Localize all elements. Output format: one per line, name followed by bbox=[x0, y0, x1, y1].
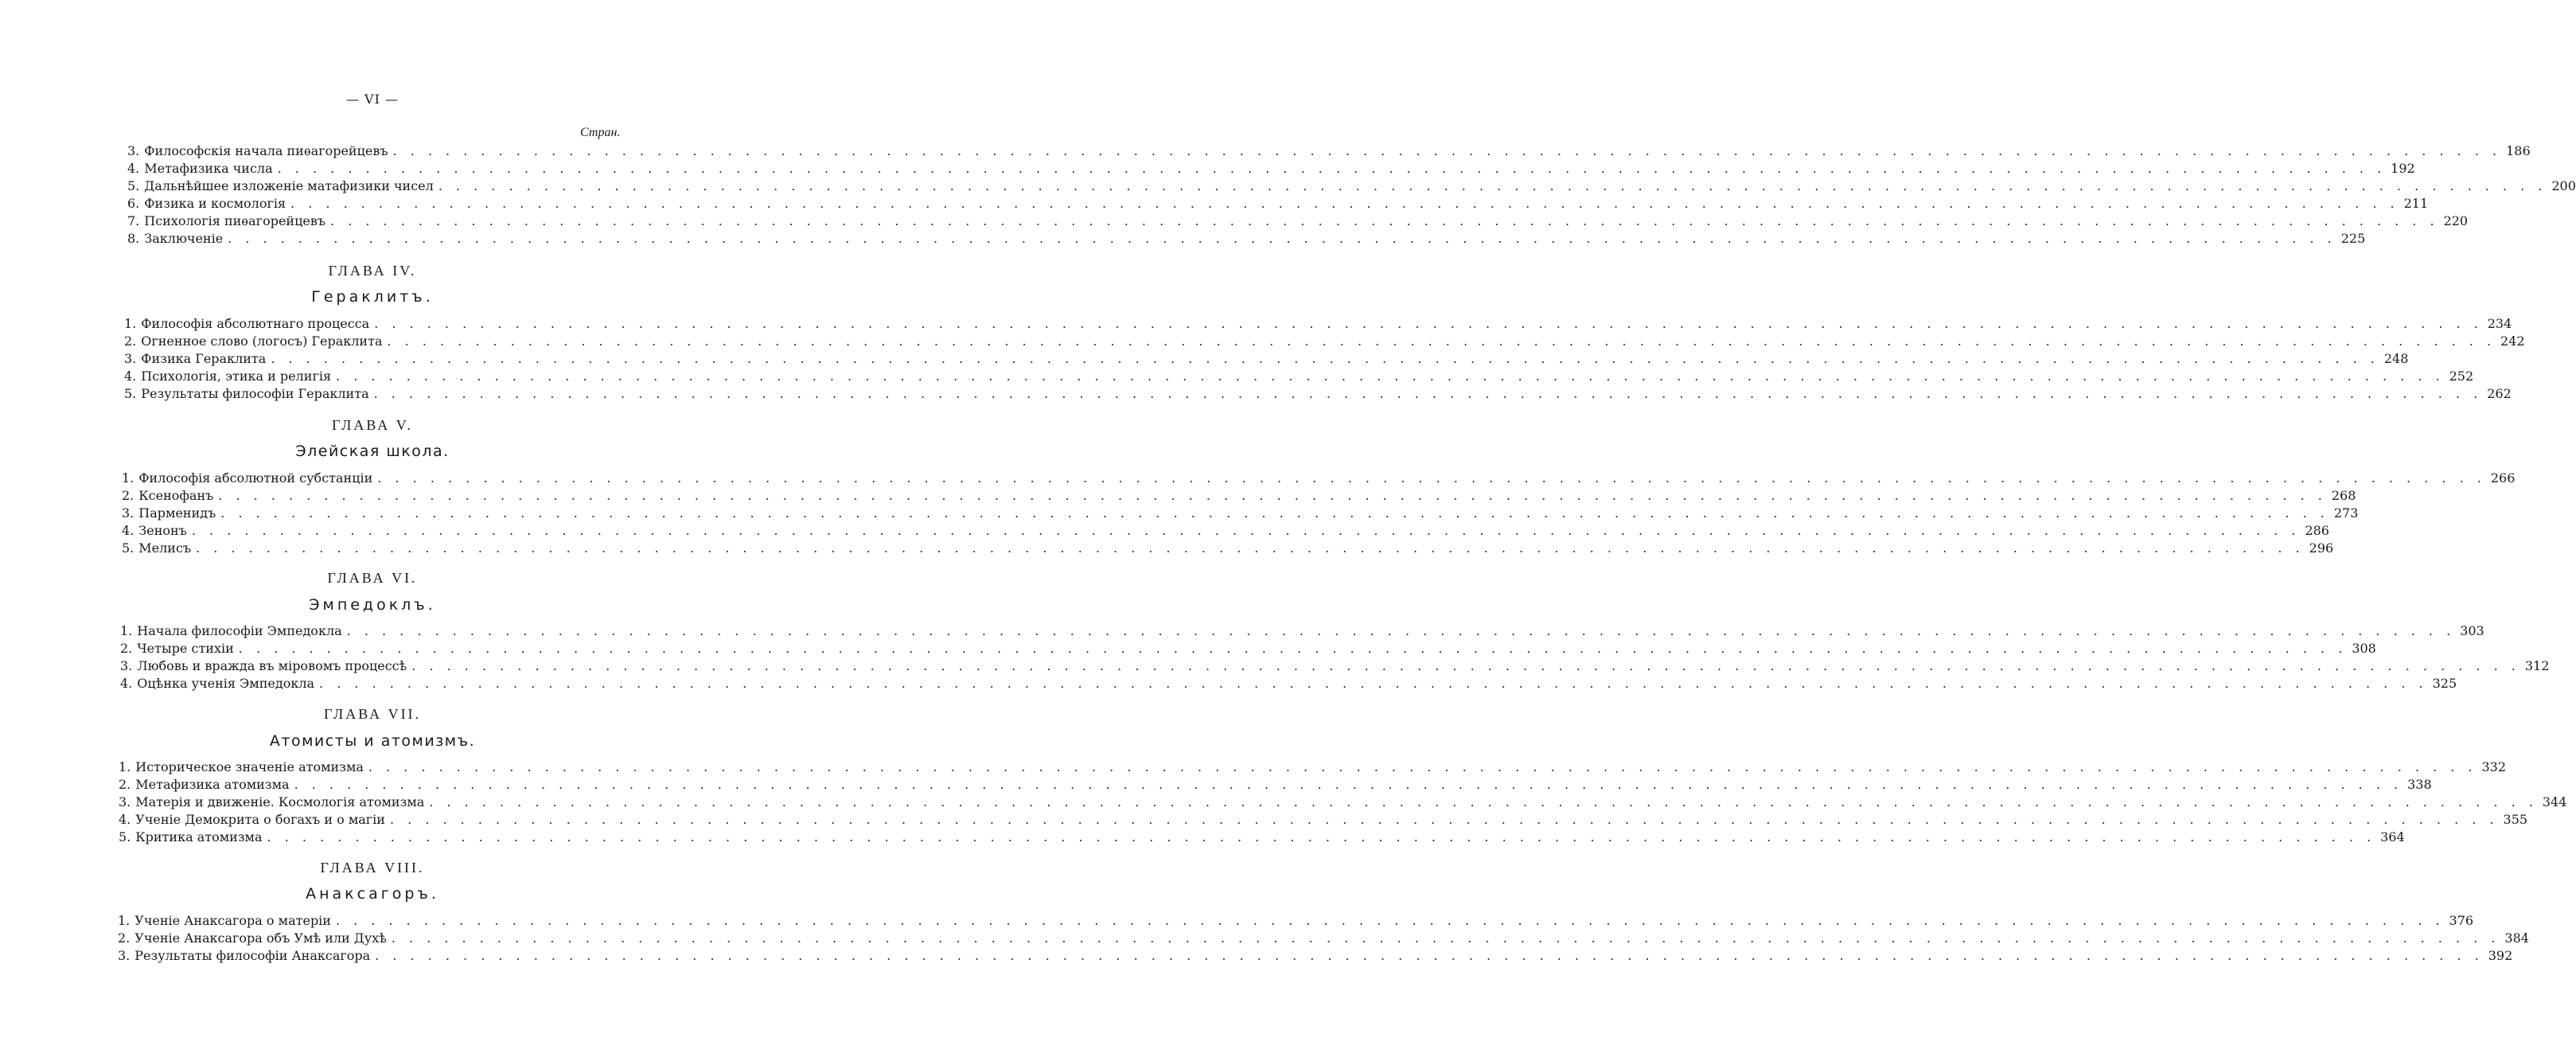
entry-page-number: 220 bbox=[2443, 213, 2469, 228]
dot-leader: . . . . . . . . . . . . . . . . . . . . . . . . . . . . . . . . . . . . . . . . . . . . . . . . . . . . . . . . . . . . . . . . . . . . . . . . . . . . . . . . . . . . . . . . . . . . . . . . . . . . . . . . . . . . . . . . . . . . . . . . bbox=[335, 913, 2445, 928]
entry-title: Философiя абсолютнаго процесса bbox=[141, 316, 370, 331]
entry-number: 1. bbox=[120, 623, 133, 638]
dot-leader: . . . . . . . . . . . . . . . . . . . . . . . . . . . . . . . . . . . . . . . . . . . . . . . . . . . . . . . . . . . . . . . . . . . . . . . . . . . . . . . . . . . . . . . . . . . . . . . . . . . . . . . . . . . . . . . . . . . . . . . . bbox=[330, 213, 2439, 228]
toc-entry bbox=[127, 142, 2531, 160]
chapter-title: Гераклитъ. bbox=[311, 288, 434, 306]
chapter-heading: ГЛАВА VIII. bbox=[320, 860, 425, 876]
dot-leader: . . . . . . . . . . . . . . . . . . . . . . . . . . . . . . . . . . . . . . . . . . . . . . . . . . . . . . . . . . . . . . . . . . . . . . . . . . . . . . . . . . . . . . . . . . . . . . . . . . . . . . . . . . . . . . . . . . . . . . . . bbox=[238, 641, 2348, 656]
toc-entry bbox=[124, 333, 2525, 350]
toc-entry bbox=[124, 350, 2409, 368]
entry-title: Заключенiе bbox=[144, 231, 224, 246]
dot-leader: . . . . . . . . . . . . . . . . . . . . . . . . . . . . . . . . . . . . . . . . . . . . . . . . . . . . . . . . . . . . . . . . . . . . . . . . . . . . . . . . . . . . . . . . . . . . . . . . . . . . . . . . . . . . . . . . . . . . . . . . bbox=[228, 231, 2336, 246]
entry-number: 2. bbox=[122, 488, 134, 503]
entry-page-number: 325 bbox=[2432, 676, 2457, 691]
entry-title: Начала философiи Эмпедокла bbox=[137, 623, 342, 638]
toc-entry bbox=[127, 160, 2415, 177]
dot-leader: . . . . . . . . . . . . . . . . . . . . . . . . . . . . . . . . . . . . . . . . . . . . . . . . . . . . . . . . . . . . . . . . . . . . . . . . . . . . . . . . . . . . . . . . . . . . . . . . . . . . . . . . . . . . . . . . . . . . . . . . bbox=[392, 143, 2502, 158]
entry-title: Ученiе Анаксагора о матерiи bbox=[134, 913, 331, 928]
toc-entry bbox=[120, 622, 2484, 640]
entry-page-number: 266 bbox=[2490, 470, 2516, 486]
entry-title: Ученiе Демокрита о богахъ и о магiи bbox=[135, 812, 385, 827]
page-column-header: Стран. bbox=[580, 126, 621, 139]
entry-title: Метафизика атомизма bbox=[135, 777, 290, 792]
dot-leader: . . . . . . . . . . . . . . . . . . . . . . . . . . . . . . . . . . . . . . . . . . . . . . . . . . . . . . . . . . . . . . . . . . . . . . . . . . . . . . . . . . . . . . . . . . . . . . . . . . . . . . . . . . . . . . . . . . . . . . . . bbox=[429, 794, 2538, 809]
entry-title: Историческое значенiе атомизма bbox=[135, 759, 364, 774]
chapter-title: Атомисты и атомизмъ. bbox=[269, 732, 476, 750]
toc-entry bbox=[119, 759, 2507, 776]
entry-number: 8. bbox=[127, 231, 140, 246]
entry-title: Зенонъ bbox=[138, 523, 187, 538]
dot-leader: . . . . . . . . . . . . . . . . . . . . . . . . . . . . . . . . . . . . . . . . . . . . . . . . . . . . . . . . . . . . . . . . . . . . . . . . . . . . . . . . . . . . . . . . . . . . . . . . . . . . . . . . . . . . . . . . . . . . . . . . bbox=[389, 812, 2499, 827]
toc-entry bbox=[124, 385, 2512, 403]
chapter-heading: ГЛАВА V. bbox=[332, 417, 413, 433]
entry-title: Психологiя пиѳагорейцевъ bbox=[144, 213, 326, 228]
entry-page-number: 225 bbox=[2340, 231, 2366, 246]
entry-number: 4. bbox=[124, 369, 137, 384]
entry-number: 3. bbox=[120, 658, 133, 673]
entry-page-number: 192 bbox=[2391, 161, 2415, 176]
entry-number: 5. bbox=[127, 178, 140, 193]
dot-leader: . . . . . . . . . . . . . . . . . . . . . . . . . . . . . . . . . . . . . . . . . . . . . . . . . . . . . . . . . . . . . . . . . . . . . . . . . . . . . . . . . . . . . . . . . . . . . . . . . . . . . . . . . . . . . . . . . . . . . . . . bbox=[191, 523, 2301, 538]
toc-entry bbox=[122, 470, 2516, 487]
entry-page-number: 376 bbox=[2449, 913, 2474, 928]
entry-number: 5. bbox=[122, 540, 134, 556]
entry-page-number: 248 bbox=[2383, 351, 2409, 366]
dot-leader: . . . . . . . . . . . . . . . . . . . . . . . . . . . . . . . . . . . . . . . . . . . . . . . . . . . . . . . . . . . . . . . . . . . . . . . . . . . . . . . . . . . . . . . . . . . . . . . . . . . . . . . . . . . . . . . . . . . . . . . . bbox=[411, 658, 2520, 673]
entry-title: Ученiе Анаксагора объ Умѣ или Духѣ bbox=[134, 930, 387, 946]
entry-number: 3. bbox=[122, 505, 134, 521]
entry-page-number: 262 bbox=[2487, 386, 2512, 401]
dot-leader: . . . . . . . . . . . . . . . . . . . . . . . . . . . . . . . . . . . . . . . . . . . . . . . . . . . . . . . . . . . . . . . . . . . . . . . . . . . . . . . . . . . . . . . . . . . . . . . . . . . . . . . . . . . . . . . . . . . . . . . . bbox=[438, 178, 2547, 193]
entry-page-number: 332 bbox=[2481, 759, 2507, 774]
toc-entry bbox=[122, 540, 2334, 557]
entry-page-number: 242 bbox=[2500, 334, 2525, 349]
dot-leader: . . . . . . . . . . . . . . . . . . . . . . . . . . . . . . . . . . . . . . . . . . . . . . . . . . . . . . . . . . . . . . . . . . . . . . . . . . . . . . . . . . . . . . . . . . . . . . . . . . . . . . . . . . . . . . . . . . . . . . . . bbox=[196, 540, 2305, 556]
entry-title: Физика Гераклита bbox=[141, 351, 267, 366]
chapter-title: Элейская школа. bbox=[295, 443, 450, 460]
toc-entry bbox=[120, 675, 2457, 692]
entry-page-number: 234 bbox=[2487, 316, 2512, 331]
entry-title: Физика и космологiя bbox=[144, 196, 286, 211]
entry-title: Результаты философiи Анаксагора bbox=[134, 948, 371, 963]
entry-number: 1. bbox=[118, 913, 131, 928]
entry-title: Любовь и вражда въ мiровомъ процессѣ bbox=[137, 658, 407, 673]
toc-entry bbox=[122, 522, 2329, 540]
dot-leader: . . . . . . . . . . . . . . . . . . . . . . . . . . . . . . . . . . . . . . . . . . . . . . . . . . . . . . . . . . . . . . . . . . . . . . . . . . . . . . . . . . . . . . . . . . . . . . . . . . . . . . . . . . . . . . . . . . . . . . . . bbox=[220, 505, 2329, 521]
entry-title: Огненное слово (логосъ) Гераклита bbox=[141, 334, 383, 349]
entry-page-number: 364 bbox=[2380, 829, 2405, 845]
entry-page-number: 312 bbox=[2524, 658, 2550, 673]
entry-page-number: 186 bbox=[2506, 143, 2531, 158]
entry-page-number: 303 bbox=[2460, 623, 2484, 638]
toc-entry bbox=[120, 640, 2376, 657]
toc-entry bbox=[120, 657, 2550, 675]
entry-page-number: 200 bbox=[2551, 178, 2576, 193]
entry-title: Матерiя и движенiе. Космологiя атомизма bbox=[135, 794, 425, 809]
entry-page-number: 338 bbox=[2407, 777, 2432, 792]
entry-title: Ксенофанъ bbox=[138, 488, 214, 503]
entry-title: Метафизика числа bbox=[144, 161, 273, 176]
entry-page-number: 392 bbox=[2488, 948, 2513, 963]
dot-leader: . . . . . . . . . . . . . . . . . . . . . . . . . . . . . . . . . . . . . . . . . . . . . . . . . . . . . . . . . . . . . . . . . . . . . . . . . . . . . . . . . . . . . . . . . . . . . . . . . . . . . . . . . . . . . . . . . . . . . . . . bbox=[290, 196, 2399, 211]
entry-number: 4. bbox=[120, 676, 133, 691]
entry-page-number: 286 bbox=[2305, 523, 2329, 538]
entry-page-number: 296 bbox=[2309, 540, 2334, 556]
entry-title: Философiя абсолютной субстанцiи bbox=[138, 470, 373, 486]
chapter-heading: ГЛАВА VII. bbox=[323, 706, 422, 722]
dot-leader: . . . . . . . . . . . . . . . . . . . . . . . . . . . . . . . . . . . . . . . . . . . . . . . . . . . . . . . . . . . . . . . . . . . . . . . . . . . . . . . . . . . . . . . . . . . . . . . . . . . . . . . . . . . . . . . . . . . . . . . . bbox=[277, 161, 2387, 176]
dot-leader: . . . . . . . . . . . . . . . . . . . . . . . . . . . . . . . . . . . . . . . . . . . . . . . . . . . . . . . . . . . . . . . . . . . . . . . . . . . . . . . . . . . . . . . . . . . . . . . . . . . . . . . . . . . . . . . . . . . . . . . . bbox=[377, 470, 2486, 486]
entry-title: Дальнѣйшее изложенiе матафизики чисел bbox=[144, 178, 434, 193]
toc-entry bbox=[127, 195, 2429, 213]
dot-leader: . . . . . . . . . . . . . . . . . . . . . . . . . . . . . . . . . . . . . . . . . . . . . . . . . . . . . . . . . . . . . . . . . . . . . . . . . . . . . . . . . . . . . . . . . . . . . . . . . . . . . . . . . . . . . . . . . . . . . . . . bbox=[319, 676, 2428, 691]
entry-number: 1. bbox=[122, 470, 134, 486]
dot-leader: . . . . . . . . . . . . . . . . . . . . . . . . . . . . . . . . . . . . . . . . . . . . . . . . . . . . . . . . . . . . . . . . . . . . . . . . . . . . . . . . . . . . . . . . . . . . . . . . . . . . . . . . . . . . . . . . . . . . . . . . bbox=[375, 948, 2484, 963]
entry-number: 3. bbox=[119, 794, 131, 809]
dot-leader: . . . . . . . . . . . . . . . . . . . . . . . . . . . . . . . . . . . . . . . . . . . . . . . . . . . . . . . . . . . . . . . . . . . . . . . . . . . . . . . . . . . . . . . . . . . . . . . . . . . . . . . . . . . . . . . . . . . . . . . . bbox=[218, 488, 2327, 503]
entry-page-number: 308 bbox=[2352, 641, 2376, 656]
entry-title: Философскiя начала пиѳагорейцевъ bbox=[144, 143, 388, 158]
toc-entry bbox=[118, 930, 2529, 947]
dot-leader: . . . . . . . . . . . . . . . . . . . . . . . . . . . . . . . . . . . . . . . . . . . . . . . . . . . . . . . . . . . . . . . . . . . . . . . . . . . . . . . . . . . . . . . . . . . . . . . . . . . . . . . . . . . . . . . . . . . . . . . . bbox=[294, 777, 2403, 792]
dot-leader: . . . . . . . . . . . . . . . . . . . . . . . . . . . . . . . . . . . . . . . . . . . . . . . . . . . . . . . . . . . . . . . . . . . . . . . . . . . . . . . . . . . . . . . . . . . . . . . . . . . . . . . . . . . . . . . . . . . . . . . . bbox=[267, 829, 2376, 845]
entry-title: Парменидъ bbox=[138, 505, 216, 521]
entry-page-number: 268 bbox=[2331, 488, 2356, 503]
toc-entry bbox=[124, 368, 2474, 385]
entry-title: Четыре стихiи bbox=[137, 641, 234, 656]
toc-entry bbox=[119, 829, 2405, 846]
entry-page-number: 355 bbox=[2503, 812, 2528, 827]
entry-page-number: 252 bbox=[2449, 369, 2474, 384]
chapter-heading: ГЛАВА IV. bbox=[328, 263, 417, 279]
entry-number: 5. bbox=[119, 829, 131, 845]
entry-number: 2. bbox=[118, 930, 131, 946]
page-number: — VI — bbox=[345, 92, 399, 107]
toc-entry bbox=[119, 776, 2432, 794]
chapter-title: Эмпедоклъ. bbox=[309, 596, 436, 614]
toc-entry bbox=[122, 487, 2356, 505]
entry-title: Оцѣнка ученiя Эмпедокла bbox=[137, 676, 315, 691]
toc-entry bbox=[122, 505, 2359, 522]
toc-entry bbox=[127, 230, 2366, 248]
entry-number: 7. bbox=[127, 213, 140, 228]
entry-number: 3. bbox=[127, 143, 140, 158]
toc-entry bbox=[119, 811, 2528, 829]
dot-leader: . . . . . . . . . . . . . . . . . . . . . . . . . . . . . . . . . . . . . . . . . . . . . . . . . . . . . . . . . . . . . . . . . . . . . . . . . . . . . . . . . . . . . . . . . . . . . . . . . . . . . . . . . . . . . . . . . . . . . . . . bbox=[391, 930, 2500, 946]
toc-entry bbox=[118, 947, 2513, 965]
toc-entry bbox=[124, 315, 2512, 333]
entry-number: 1. bbox=[119, 759, 131, 774]
entry-number: 3. bbox=[118, 948, 131, 963]
entry-title: Критика атомизма bbox=[135, 829, 263, 845]
entry-page-number: 384 bbox=[2504, 930, 2529, 946]
entry-title: Психологiя, этика и религiя bbox=[141, 369, 332, 384]
dot-leader: . . . . . . . . . . . . . . . . . . . . . . . . . . . . . . . . . . . . . . . . . . . . . . . . . . . . . . . . . . . . . . . . . . . . . . . . . . . . . . . . . . . . . . . . . . . . . . . . . . . . . . . . . . . . . . . . . . . . . . . . bbox=[271, 351, 2379, 366]
entry-title: Мелисъ bbox=[138, 540, 192, 556]
entry-number: 4. bbox=[122, 523, 134, 538]
entry-number: 4. bbox=[127, 161, 140, 176]
entry-number: 2. bbox=[120, 641, 133, 656]
toc-entry bbox=[127, 177, 2576, 195]
toc-entry bbox=[119, 794, 2567, 811]
entry-number: 2. bbox=[124, 334, 137, 349]
entry-number: 1. bbox=[124, 316, 137, 331]
dot-leader: . . . . . . . . . . . . . . . . . . . . . . . . . . . . . . . . . . . . . . . . . . . . . . . . . . . . . . . . . . . . . . . . . . . . . . . . . . . . . . . . . . . . . . . . . . . . . . . . . . . . . . . . . . . . . . . . . . . . . . . . bbox=[373, 386, 2483, 401]
dot-leader: . . . . . . . . . . . . . . . . . . . . . . . . . . . . . . . . . . . . . . . . . . . . . . . . . . . . . . . . . . . . . . . . . . . . . . . . . . . . . . . . . . . . . . . . . . . . . . . . . . . . . . . . . . . . . . . . . . . . . . . . bbox=[374, 316, 2483, 331]
entry-number: 3. bbox=[124, 351, 137, 366]
entry-number: 6. bbox=[127, 196, 140, 211]
entry-page-number: 344 bbox=[2542, 794, 2567, 809]
entry-number: 4. bbox=[119, 812, 131, 827]
toc-entry bbox=[118, 912, 2474, 930]
entry-page-number: 211 bbox=[2403, 196, 2429, 211]
dot-leader: . . . . . . . . . . . . . . . . . . . . . . . . . . . . . . . . . . . . . . . . . . . . . . . . . . . . . . . . . . . . . . . . . . . . . . . . . . . . . . . . . . . . . . . . . . . . . . . . . . . . . . . . . . . . . . . . . . . . . . . . bbox=[368, 759, 2477, 774]
dot-leader: . . . . . . . . . . . . . . . . . . . . . . . . . . . . . . . . . . . . . . . . . . . . . . . . . . . . . . . . . . . . . . . . . . . . . . . . . . . . . . . . . . . . . . . . . . . . . . . . . . . . . . . . . . . . . . . . . . . . . . . . bbox=[336, 369, 2445, 384]
chapter-heading: ГЛАВА VI. bbox=[327, 570, 418, 586]
chapter-title: Анаксагоръ. bbox=[306, 885, 439, 903]
entry-number: 5. bbox=[124, 386, 137, 401]
entry-title: Результаты философiи Гераклита bbox=[141, 386, 369, 401]
dot-leader: . . . . . . . . . . . . . . . . . . . . . . . . . . . . . . . . . . . . . . . . . . . . . . . . . . . . . . . . . . . . . . . . . . . . . . . . . . . . . . . . . . . . . . . . . . . . . . . . . . . . . . . . . . . . . . . . . . . . . . . . bbox=[387, 334, 2496, 349]
entry-number: 2. bbox=[119, 777, 131, 792]
toc-entry bbox=[127, 213, 2469, 230]
entry-page-number: 273 bbox=[2333, 505, 2359, 521]
dot-leader: . . . . . . . . . . . . . . . . . . . . . . . . . . . . . . . . . . . . . . . . . . . . . . . . . . . . . . . . . . . . . . . . . . . . . . . . . . . . . . . . . . . . . . . . . . . . . . . . . . . . . . . . . . . . . . . . . . . . . . . . bbox=[346, 623, 2456, 638]
